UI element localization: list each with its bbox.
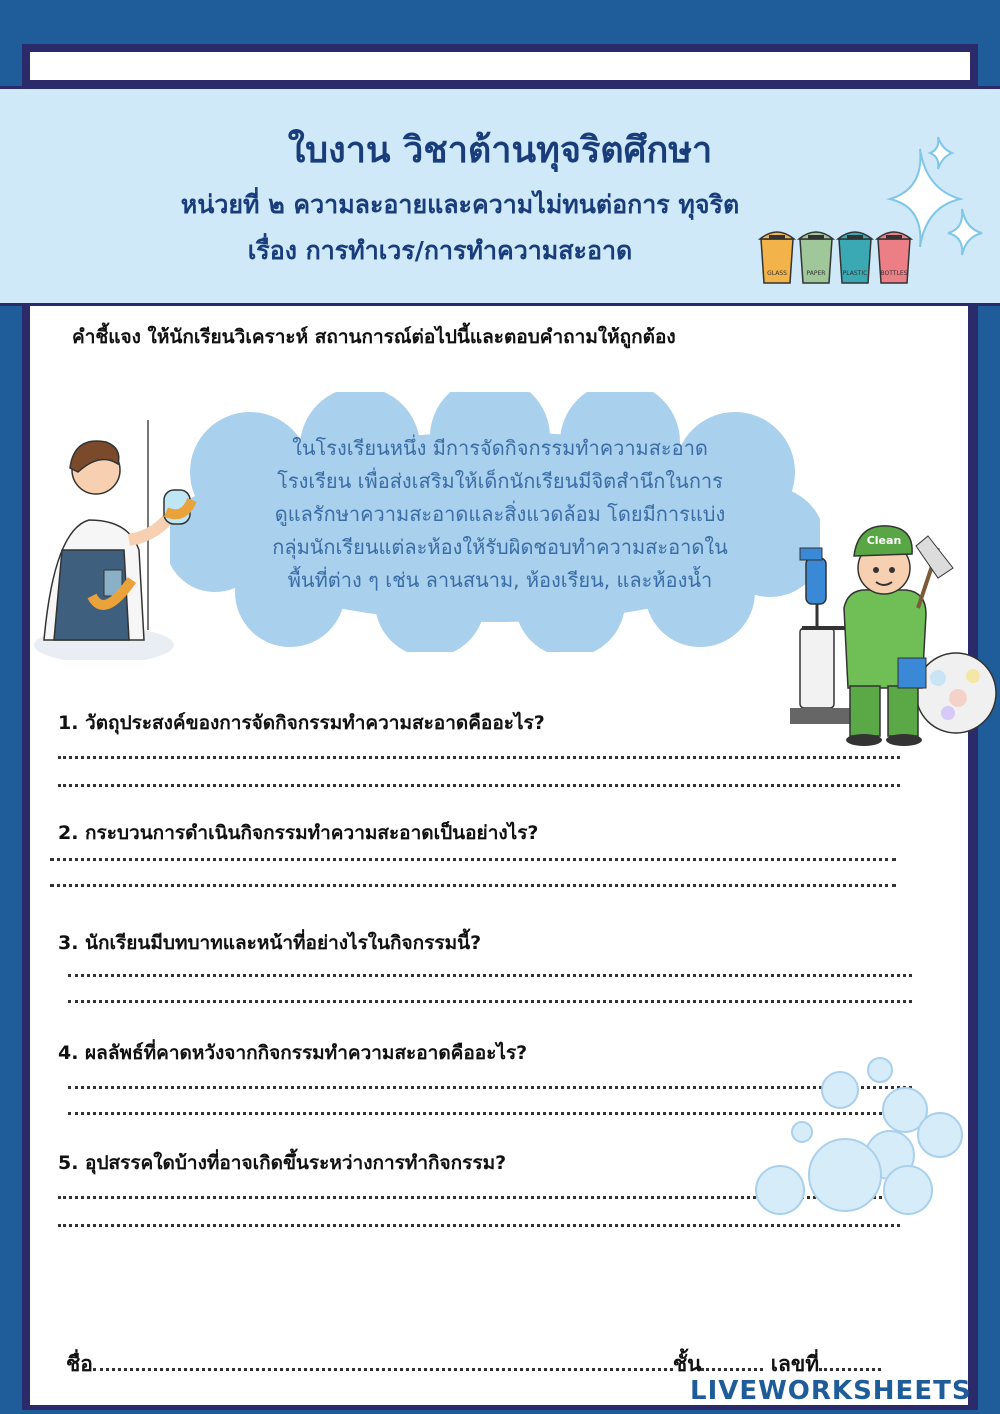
bin-label-bottles: BOTTLES	[880, 270, 908, 277]
question-1: 1. วัตถุประสงค์ของการจัดกิจกรรมทำความสะอาดคืออะไร?	[58, 712, 545, 734]
class-label: ชั้น	[672, 1352, 702, 1376]
woman-cleaning-illustration	[34, 420, 204, 660]
answer-line[interactable]	[68, 998, 912, 1003]
answer-line[interactable]	[50, 856, 896, 861]
scenario-line: ในโรงเรียนหนึ่ง มีการจัดกิจกรรมทำความสะอาด	[292, 436, 708, 460]
scenario-text	[190, 432, 810, 597]
scenario-line: กลุ่มนักเรียนแต่ละห้องให้รับผิดชอบทำความสะอาดใน	[272, 535, 728, 559]
number-label: เลขที่	[770, 1352, 820, 1376]
bin-label-plastic: PLASTIC	[842, 270, 868, 277]
question-2: 2. กระบวนการดำเนินกิจกรรมทำความสะอาดเป็นอย่างไร?	[58, 822, 539, 844]
question-5: 5. อุปสรรคใดบ้างที่อาจเกิดขึ้นระหว่างการทำกิจกรรม?	[58, 1152, 507, 1174]
cap-text: Clean	[866, 534, 902, 547]
bin-label-glass: GLASS	[767, 270, 787, 277]
top-strip	[30, 52, 970, 80]
answer-line[interactable]	[68, 972, 912, 977]
header-banner	[0, 86, 1000, 306]
class-field[interactable]	[701, 1366, 763, 1371]
scenario-line: ดูแลรักษาความสะอาดและสิ่งแวดล้อม โดยมีการแบ่ง	[274, 502, 726, 526]
scenario-line: พื้นที่ต่าง ๆ เช่น ลานสนาม, ห้องเรียน, และห้องน้ำ	[287, 568, 713, 592]
answer-line[interactable]	[58, 782, 900, 787]
name-label: ชื่อ	[66, 1352, 93, 1376]
janitor-illustration	[788, 518, 998, 748]
answer-line[interactable]	[58, 754, 900, 759]
topic-line: เรื่อง การทำเวร/การทำความสะอาด	[247, 236, 633, 265]
bin-label-paper: PAPER	[806, 270, 826, 277]
unit-subtitle: หน่วยที่ ๒ ความละอายและความไม่ทนต่อการ ทุจริต	[180, 190, 740, 219]
question-4: 4. ผลลัพธ์ที่คาดหวังจากกิจกรรมทำความสะอาดคืออะไร?	[58, 1042, 528, 1064]
name-field[interactable]	[93, 1366, 673, 1371]
question-3: 3. นักเรียนมีบทบาทและหน้าที่อย่างไรในกิจกรรมนี้?	[58, 932, 482, 954]
recycle-bins-icon	[758, 225, 918, 287]
worksheet-title: ใบงาน วิชาต้านทุจริตศึกษา	[287, 130, 713, 171]
liveworksheets-watermark: LIVEWORKSHEETS	[690, 1376, 972, 1406]
answer-line[interactable]	[50, 882, 896, 887]
instruction-text: คำชี้แจง ให้นักเรียนวิเคราะห์ สถานการณ์ต่อไปนี้และตอบคำถามให้ถูกต้อง	[72, 326, 676, 348]
number-field[interactable]	[819, 1366, 881, 1371]
bubbles-decoration	[750, 1050, 970, 1260]
scenario-line: โรงเรียน เพื่อส่งเสริมให้เด็กนักเรียนมีจิตสำนึกในการ	[277, 469, 723, 493]
